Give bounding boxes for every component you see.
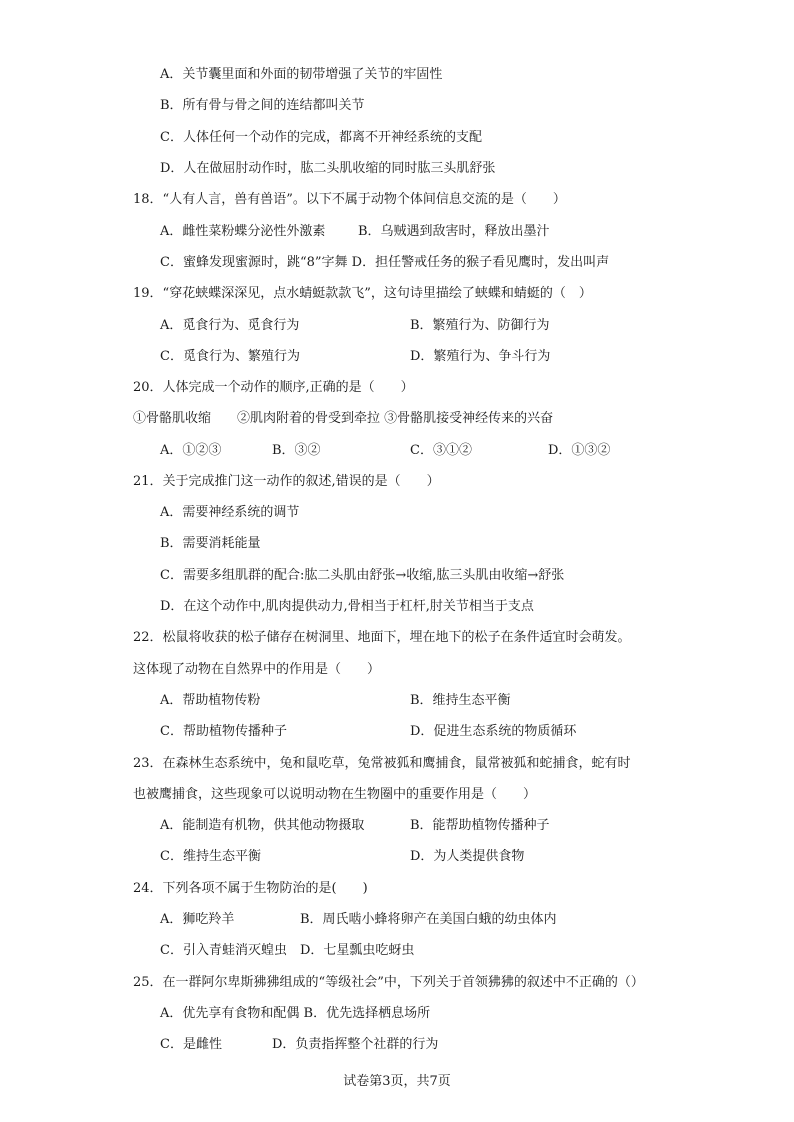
q21-stem: 21．关于完成推门这一动作的叙述,错误的是（ ）: [133, 474, 440, 489]
q17-option-d: D．人在做屈肘动作时，肱二头肌收缩的同时肱三头肌舒张: [160, 161, 496, 176]
q19-option-a: A．觅食行为、觅食行为: [160, 318, 300, 333]
q23-option-c: C．维持生态平衡: [160, 849, 261, 864]
q21-option-c: C．需要多组肌群的配合:肱二头肌由舒张→收缩,肱三头肌由收缩→舒张: [160, 568, 565, 583]
q24-option-d: D．七星瓢虫吃蚜虫: [300, 943, 415, 958]
q21-option-a: A．需要神经系统的调节: [160, 505, 300, 520]
q18-option-a: A．雌性菜粉蝶分泌性外激素: [160, 224, 326, 239]
q24-stem: 24．下列各项不属于生物防治的是( ): [133, 881, 368, 896]
q17-option-b: B．所有骨与骨之间的连结都叫关节: [160, 98, 365, 113]
q19-option-c: C．觅食行为、繁殖行为: [160, 349, 300, 364]
q23-stem-line1: 23．在森林生态系统中，兔和鼠吃草，兔常被狐和鹰捕食，鼠常被狐和蛇捕食，蛇有时: [133, 756, 631, 771]
q23-option-b: B．能帮助植物传播种子: [410, 818, 550, 833]
q21-option-b: B．需要消耗能量: [160, 536, 261, 551]
q25-option-c: C．是雌性: [160, 1037, 222, 1052]
q17-option-c: C．人体任何一个动作的完成，都离不开神经系统的支配: [160, 130, 482, 145]
q18-stem: 18．“人有人言，兽有兽语”。以下不属于动物个体间信息交流的是（ ）: [133, 192, 566, 207]
q23-option-a: A．能制造有机物，供其他动物摄取: [160, 818, 365, 833]
q19-stem: 19．“穿花蛱蝶深深见，点水蜻蜓款款飞”，这句诗里描绘了蛱蝶和蜻蜓的（ ）: [133, 286, 592, 301]
q22-stem-line1: 22．松鼠将收获的松子储存在树洞里、地面下，埋在地下的松子在条件适宜时会萌发。: [133, 630, 631, 645]
q22-option-a: A．帮助植物传粉: [160, 693, 261, 708]
q20-option-a: A．①②③: [160, 443, 222, 458]
q23-stem-line2: 也被鹰捕食，这些现象可以说明动物在生物圈中的重要作用是（ ）: [133, 787, 537, 802]
q19-option-b: B．繁殖行为、防御行为: [410, 318, 550, 333]
q22-stem-line2: 这体现了动物在自然界中的作用是（ ）: [133, 662, 381, 677]
q25-stem: 25．在一群阿尔卑斯狒狒组成的“等级社会”中，下列关于首领狒狒的叙述中不正确的（）: [133, 975, 644, 990]
q20-option-b: B．③②: [272, 443, 321, 458]
q24-option-b: B．周氏啮小蜂将卵产在美国白蛾的幼虫体内: [300, 912, 557, 927]
q20-option-c: C．③①②: [410, 443, 472, 458]
q20-option-d: D．①③②: [548, 443, 611, 458]
q25-option-ab: A．优先享有食物和配偶 B．优先选择栖息场所: [160, 1006, 431, 1021]
q19-option-d: D．繁殖行为、争斗行为: [410, 349, 551, 364]
q22-option-b: B．维持生态平衡: [410, 693, 511, 708]
q18-option-cd: C．蜜蜂发现蜜源时，跳“8”字舞 D．担任警戒任务的猴子看见鹰时，发出叫声: [160, 255, 610, 270]
q20-stem: 20．人体完成一个动作的顺序,正确的是（ ）: [133, 380, 414, 395]
q24-option-c: C．引入青蛙消灭蝗虫: [160, 943, 287, 958]
q24-option-a: A．狮吃羚羊: [160, 912, 235, 927]
q22-option-d: D．促进生态系统的物质循环: [410, 724, 577, 739]
q25-option-d: D．负责指挥整个社群的行为: [272, 1037, 439, 1052]
q21-option-d: D．在这个动作中,肌肉提供动力,骨相当于杠杆,肘关节相当于支点: [160, 599, 534, 614]
q22-option-c: C．帮助植物传播种子: [160, 724, 287, 739]
q23-option-d: D．为人类提供食物: [410, 849, 525, 864]
q20-items: ①骨骼肌收缩 ②肌肉附着的骨受到牵拉 ③骨骼肌接受神经传来的兴奋: [133, 411, 554, 426]
q17-option-a: A．关节囊里面和外面的韧带增强了关节的牢固性: [160, 67, 443, 82]
q18-option-b: B．乌贼遇到敌害时，释放出墨汁: [358, 224, 550, 239]
page-footer: 试卷第3页，共7页: [343, 1074, 451, 1089]
